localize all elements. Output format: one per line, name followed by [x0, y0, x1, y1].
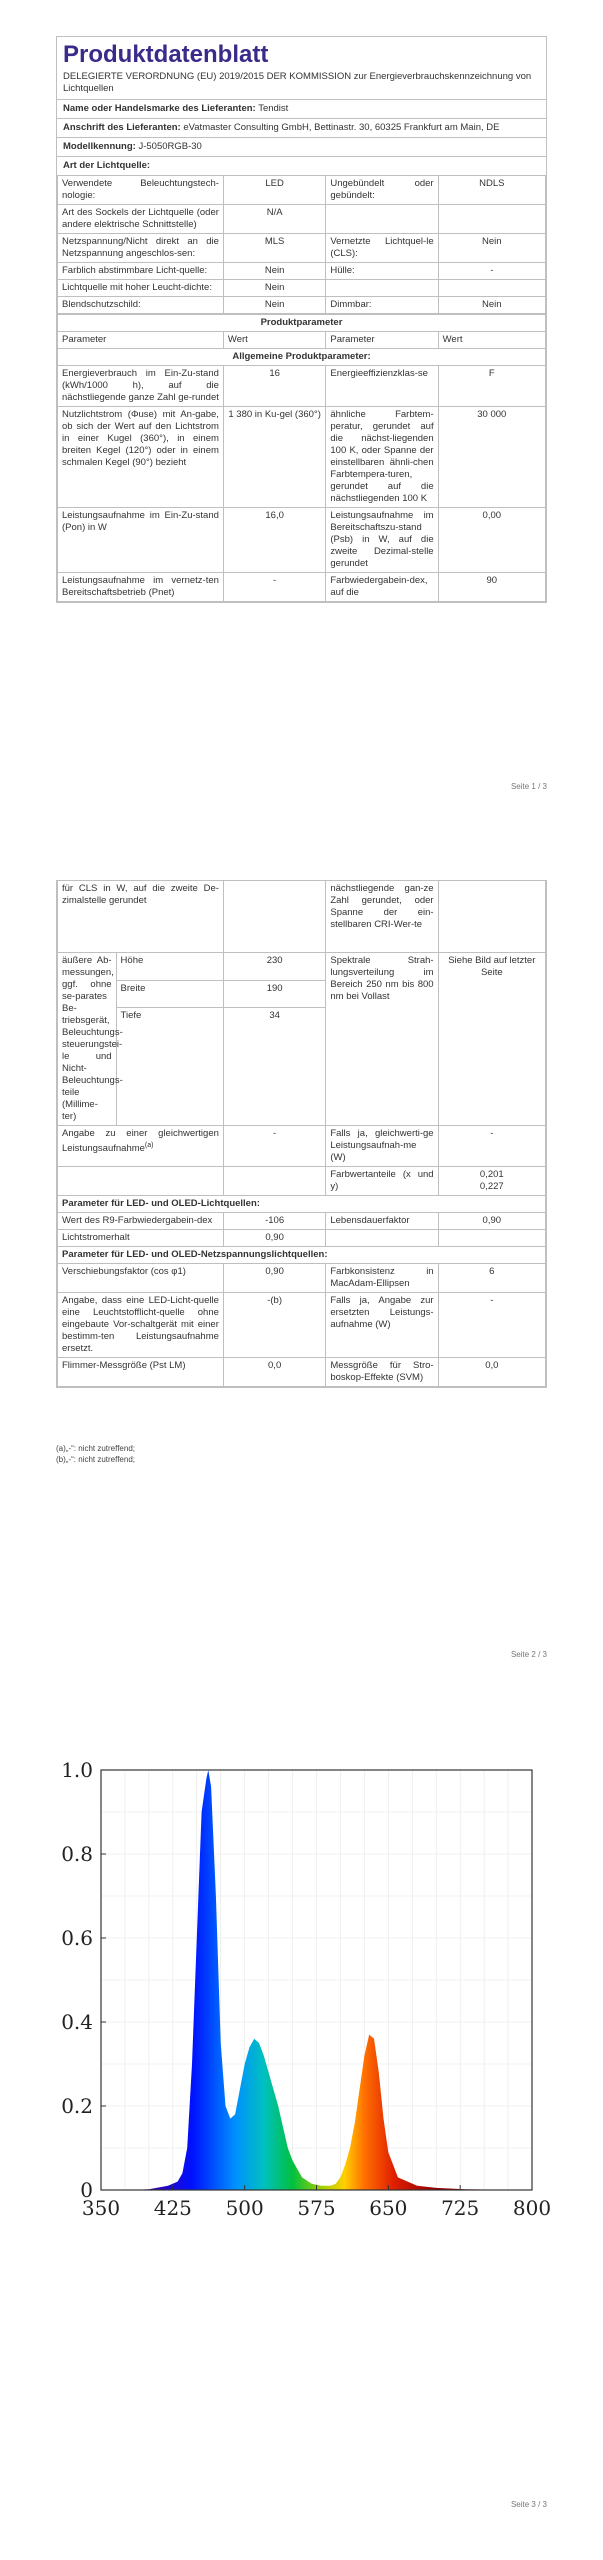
value-cell: Nein [438, 234, 545, 263]
value-cell: 0,0 [223, 1358, 325, 1387]
parameter-cell [326, 280, 438, 297]
value-cell: 0,90 [223, 1264, 325, 1293]
dim-label-width: Breite [116, 980, 223, 1008]
parameter-cell [326, 205, 438, 234]
table-row [58, 407, 546, 508]
value-cell: 6 [438, 1264, 545, 1293]
type-table [57, 175, 546, 314]
y-tick-label: 0.8 [61, 1842, 93, 1866]
equivalent-power-label [58, 1126, 224, 1167]
supplier-address-value: eVatmaster Consulting GmbH, Bettinastr. 30, 60325 Frankfurt am Main, DE [183, 122, 500, 133]
table-row [58, 176, 546, 205]
parameter-cell: Lichtstromerhalt [58, 1230, 224, 1247]
table-row [58, 297, 546, 314]
led-params-heading: Parameter für LED- und OLED-Lichtquellen: [58, 1196, 546, 1213]
table-row [58, 1264, 546, 1293]
value-cell: 0,90 [438, 1213, 545, 1230]
parameter-cell: Leistungsaufnahme im vernetz-ten Bereitschaftsbetrieb (Pnet) [58, 573, 224, 602]
parameter-cell: Netzspannung/Nicht direkt an die Netzspannung angeschlos-sen: [58, 234, 224, 263]
footnote-a: (a)„-“: nicht zutreffend; [56, 1444, 135, 1453]
cont-right-value [438, 881, 545, 953]
model-value: J-5050RGB-30 [138, 141, 202, 152]
type-heading: Art der Lichtquelle: [57, 156, 546, 175]
col-header-parameter: Parameter [58, 332, 224, 349]
parameter-cell: Lebensdauerfaktor [326, 1213, 438, 1230]
parameter-cell: Leistungsaufnahme im Bereitschaftszu-stand (Psb) in W, auf die zweite Dezimal-stelle gerundet [326, 508, 438, 573]
parameter-cell: Vernetzte Lichtquel-le (CLS): [326, 234, 438, 263]
table-row [58, 1230, 546, 1247]
value-cell: F [438, 366, 545, 407]
supplier-address-label: Anschrift des Lieferanten: [63, 122, 181, 133]
supplier-name-value: Tendist [258, 103, 289, 114]
spectral-label: Spektrale Strah-lungsverteilung im Bereich 250 nm bis 800 nm bei Vollast [326, 953, 438, 1126]
value-cell: - [438, 263, 545, 280]
parameter-cell: Nutzlichtstrom (Φuse) mit An-gabe, ob sich der Wert auf den Lichtstrom in einer Kugel (360°), in einem breiten Kegel (120°) oder in einem schmalen Kegel (90°) bezieht [58, 407, 224, 508]
table-row [58, 263, 546, 280]
table-row [58, 573, 546, 602]
value-cell: 0,0 [438, 1358, 545, 1387]
parameter-cell: Messgröße für Stro-boskop-Effekte (SVM) [326, 1358, 438, 1387]
value-cell: - [438, 1293, 545, 1358]
x-tick-label: 500 [225, 2196, 264, 2220]
y-tick-label: 0 [80, 2178, 93, 2202]
value-cell: N/A [223, 205, 325, 234]
parameter-cell: Angabe, dass eine LED-Licht-quelle eine Leuchtstofflicht-quelle ohne eingebaute Vor-schaltgerät mit einer bestimm-ten Leistungsaufnahme ersetzt. [58, 1293, 224, 1358]
y-tick-label: 0.6 [61, 1926, 93, 1950]
value-cell: Nein [223, 263, 325, 280]
chromaticity-value: 0,201 0,227 [438, 1167, 545, 1196]
value-cell: 1 380 in Ku-gel (360°) [223, 407, 325, 508]
cont-right-cell: nächstliegende gan-ze Zahl gerundet, oder Spanne der ein-stellbaren CRI-Wer-te [326, 881, 438, 953]
value-cell: Nein [223, 280, 325, 297]
x-tick-label: 575 [297, 2196, 336, 2220]
parameter-cell: Energieverbrauch im Ein-Zu-stand (kWh/1000 h), auf die nächstliegende ganze Zahl ge-rundet [58, 366, 224, 407]
equivalent-power-right-label: Falls ja, gleichwerti-ge Leistungsaufnah-me (W) [326, 1126, 438, 1167]
table-row [58, 1213, 546, 1230]
parameter-cell: Falls ja, Angabe zur ersetzten Leistungs-aufnahme (W) [326, 1293, 438, 1358]
col-header-parameter-2: Parameter [326, 332, 438, 349]
supplier-name-label: Name oder Handelsmarke des Lieferanten: [63, 103, 256, 114]
page-2 [0, 880, 603, 1700]
equivalent-power-right-value: - [438, 1126, 545, 1167]
y-tick-label: 0.2 [61, 2094, 93, 2118]
dim-value-depth: 34 [223, 1008, 325, 1126]
value-cell: LED [223, 176, 325, 205]
parameter-cell: Leistungsaufnahme im Ein-Zu-stand (Pon) in W [58, 508, 224, 573]
model-row [57, 137, 546, 156]
datasheet-frame-page-2 [56, 880, 547, 1388]
parameter-cell: ähnliche Farbtem-peratur, gerundet auf die nächst-liegenden 100 K, oder Spanne der einstellbaren ähnli-chen Farbtempera-turen, gerundet auf die nächstliegenden 100 K [326, 407, 438, 508]
parameter-cell: Art des Sockels der Lichtquelle (oder andere elektrische Schnittstelle) [58, 205, 224, 234]
regulation-intro: DELEGIERTE VERORDNUNG (EU) 2019/2015 DER KOMMISSION zur Energieverbrauchskennzeichnung von Lichtquellen [63, 71, 532, 94]
x-tick-label: 425 [153, 2196, 192, 2220]
datasheet-frame-page-1 [56, 36, 547, 603]
table-row [58, 1293, 546, 1358]
parameter-cell: Dimmbar: [326, 297, 438, 314]
equivalent-power-text: Angabe zu einer gleichwertigen Leistungsaufnahme [62, 1128, 219, 1155]
page-title: Produktdatenblatt [63, 41, 269, 68]
value-cell: 16 [223, 366, 325, 407]
value-cell: MLS [223, 234, 325, 263]
page-number: Seite 3 / 3 [510, 2500, 547, 2509]
spectral-value: Siehe Bild auf letzter Seite [438, 953, 545, 1126]
empty-cell [58, 1167, 224, 1196]
parameter-cell: Verschiebungsfaktor (cos φ1) [58, 1264, 224, 1293]
table-row [58, 1358, 546, 1387]
dim-value-width: 190 [223, 980, 325, 1008]
supplier-name-row [57, 99, 546, 118]
equivalent-power-value: - [223, 1126, 325, 1167]
product-params-table-cont [57, 880, 546, 1387]
parameter-cell: Flimmer-Messgröße (Pst LM) [58, 1358, 224, 1387]
value-cell [438, 280, 545, 297]
value-cell: 0,90 [223, 1230, 325, 1247]
parameter-cell: Hülle: [326, 263, 438, 280]
value-cell: 0,00 [438, 508, 545, 573]
table-row [58, 280, 546, 297]
value-cell: 30 000 [438, 407, 545, 508]
parameter-cell: Wert des R9-Farbwiedergabein-dex [58, 1213, 224, 1230]
page-number: Seite 1 / 3 [510, 782, 547, 791]
x-tick-label: 800 [512, 2196, 552, 2220]
parameter-cell: Verwendete Beleuchtungstech-nologie: [58, 176, 224, 205]
value-cell: NDLS [438, 176, 545, 205]
value-cell [438, 205, 545, 234]
page-3 [0, 1730, 603, 2560]
footnote-ref-a: (a) [144, 1142, 154, 1149]
page-1 [0, 0, 603, 820]
table-row [58, 205, 546, 234]
dimensions-label: äußere Ab-messungen, ggf. ohne se-parates Be-triebsgerät, Beleuchtungs-steuerungstei-le und Nicht-Beleuchtungs-teile (Millime-ter) [58, 953, 117, 1126]
general-params-heading: Allgemeine Produktparameter: [58, 349, 546, 366]
x-tick-label: 650 [369, 2196, 408, 2220]
mains-params-heading: Parameter für LED- und OLED-Netzspannungslichtquellen: [58, 1247, 546, 1264]
dim-label-depth: Tiefe [116, 1008, 223, 1126]
table-row [58, 234, 546, 263]
y-tick-label: 0.4 [61, 2010, 93, 2034]
value-cell: -106 [223, 1213, 325, 1230]
value-cell: Nein [223, 297, 325, 314]
x-tick-label: 350 [81, 2196, 121, 2220]
page-number: Seite 2 / 3 [510, 1650, 547, 1659]
value-cell: - [223, 573, 325, 602]
parameter-cell: Farbkonsistenz in MacAdam-Ellipsen [326, 1264, 438, 1293]
x-tick-label: 725 [441, 2196, 480, 2220]
empty-cell [223, 1167, 325, 1196]
product-params-table [57, 314, 546, 602]
value-cell: 90 [438, 573, 545, 602]
dim-label-height: Höhe [116, 953, 223, 981]
footnote-b: (b)„-“: nicht zutreffend; [56, 1455, 135, 1464]
value-cell: Nein [438, 297, 545, 314]
value-cell: -(b) [223, 1293, 325, 1358]
y-tick-label: 1.0 [61, 1758, 93, 1782]
col-header-value: Wert [223, 332, 325, 349]
parameter-cell [326, 1230, 438, 1247]
table-row [58, 508, 546, 573]
footnotes [56, 1440, 135, 1465]
value-cell [438, 1230, 545, 1247]
chromaticity-label: Farbwertanteile (x und y) [326, 1167, 438, 1196]
parameter-cell: Lichtquelle mit hoher Leucht-dichte: [58, 280, 224, 297]
parameter-cell: Energieeffizienzklas-se [326, 366, 438, 407]
supplier-address-row [57, 118, 546, 137]
product-params-heading: Produktparameter [58, 315, 546, 332]
col-header-value-2: Wert [438, 332, 545, 349]
spectrum-chart [56, 1755, 552, 2240]
cont-left-value [223, 881, 325, 953]
spectrum-chart-svg [56, 1755, 552, 2240]
cont-left-cell: für CLS in W, auf die zweite De-zimalstelle gerundet [58, 881, 224, 953]
parameter-cell: Ungebündelt oder gebündelt: [326, 176, 438, 205]
dim-value-height: 230 [223, 953, 325, 981]
table-row [58, 366, 546, 407]
value-cell: 16,0 [223, 508, 325, 573]
parameter-cell: Blendschutzschild: [58, 297, 224, 314]
model-label: Modellkennung: [63, 141, 136, 152]
parameter-cell: Farblich abstimmbare Licht-quelle: [58, 263, 224, 280]
parameter-cell: Farbwiedergabein-dex, auf die [326, 573, 438, 602]
